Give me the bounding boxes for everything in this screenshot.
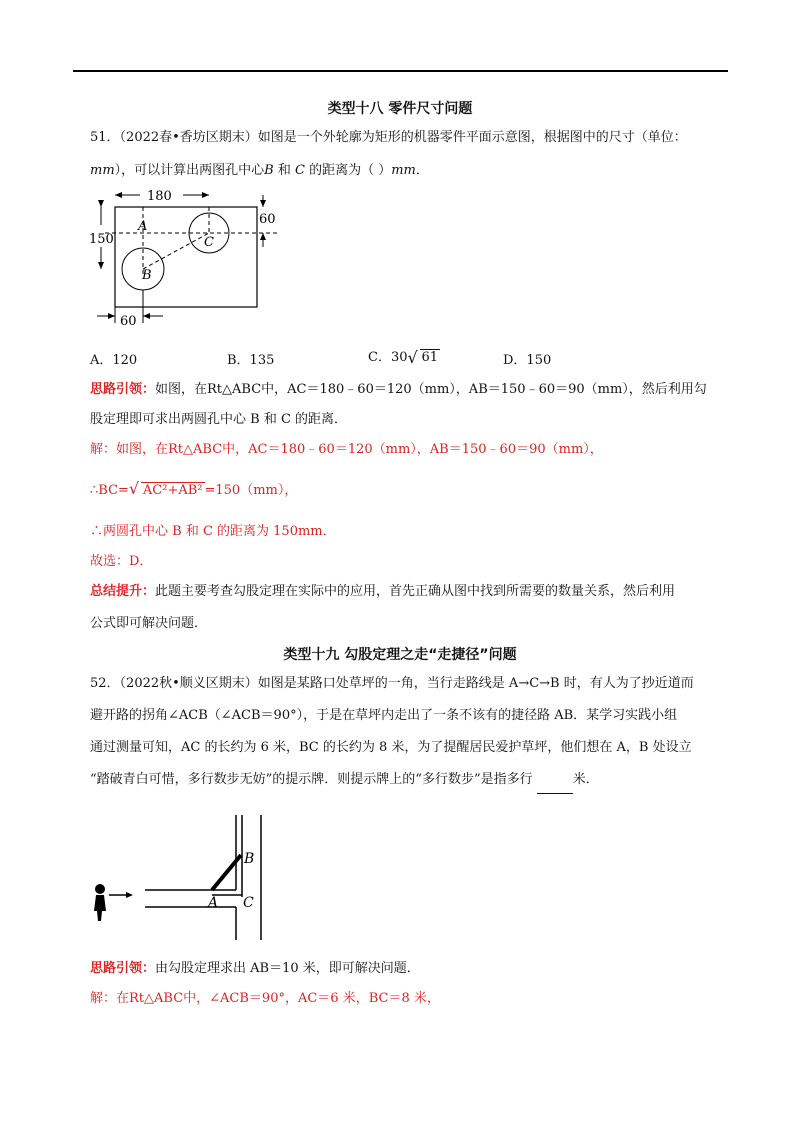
q52-line1: 52．（2022秋•顺义区期末）如图是某路口处草坪的一角，当行走路线是 A→C→B 时，有人为了抄近道而 xyxy=(90,676,694,691)
q51-line2: mm），可以计算出两图孔中心B 和 C 的距离为（ ）mm． xyxy=(90,163,429,178)
label-A: A xyxy=(208,895,219,911)
q51-summary-2: 公式即可解决问题． xyxy=(90,616,208,631)
q51-hint-2: 股定理即可求出两圆孔中心 B 和 C 的距离． xyxy=(90,412,348,427)
summary-label: 总结提升： xyxy=(90,584,156,599)
option-a[interactable]: A．120 xyxy=(90,353,138,368)
label-A: A xyxy=(138,219,148,234)
q51-summary: 总结提升：此题主要考查勾股定理在实际中的应用，首先正确从图中找到所需要的数量关系，然后利用 xyxy=(90,584,676,599)
dim-60-right: 60 xyxy=(259,212,276,227)
lawn-diagram xyxy=(85,815,275,945)
q52-hint: 思路引领：由勾股定理求出 AB＝10 米，即可解决问题． xyxy=(90,961,420,976)
hint-label: 思路引领： xyxy=(90,961,156,976)
label-B: B xyxy=(142,268,152,283)
top-rule xyxy=(73,70,728,72)
q52-line4: “踏破青白可惜，多行数步无妨”的提示牌．则提示牌上的“多行数步”是指多行 米． xyxy=(90,766,599,794)
option-c[interactable]: C．30 √ 61 xyxy=(368,348,439,367)
q51-solution-1: 解：如图，在Rt△ABC中，AC＝180﹣60＝120（mm），AB＝150﹣60＝90（mm）， xyxy=(90,442,603,457)
dim-150: 150 xyxy=(89,232,114,247)
option-b[interactable]: B．135 xyxy=(227,353,275,368)
q52-line2: 避开路的拐角∠ACB（∠ACB＝90°），于是在草坪内走出了一条不该有的捷径路 AB．某学习实践小组 xyxy=(90,708,678,723)
dim-180: 180 xyxy=(147,189,172,204)
q51-solution-3: ∴两圆孔中心 B 和 C 的距离为 150mm． xyxy=(90,524,336,539)
unit-mm: mm xyxy=(90,163,115,178)
q52-line3: 通过测量可知，AC 的长约为 6 米，BC 的长约为 8 米，为了提醒居民爱护草坪，他们想在 A，B 处设立 xyxy=(90,740,692,755)
dim-60-bottom: 60 xyxy=(120,314,137,329)
label-C: C xyxy=(243,895,254,911)
part-diagram xyxy=(85,185,285,330)
section-title-19: 类型十九 勾股定理之走“走捷径”问题 xyxy=(283,647,517,663)
label-B: B xyxy=(244,851,255,867)
hint-label: 思路引领： xyxy=(90,382,156,397)
q51-solution-4: 故选：D． xyxy=(90,554,153,569)
label-C: C xyxy=(204,235,214,250)
answer-blank xyxy=(537,779,573,794)
q51-solution-2: ∴BC= √ AC²+AB² =150（mm）， xyxy=(90,479,298,498)
q51-hint: 思路引领：如图，在Rt△ABC中，AC＝180﹣60＝120（mm），AB＝150﹣60＝90（mm），然后利用勾 xyxy=(90,382,707,397)
q52-solution-1: 解：在Rt△ABC中，∠ACB＝90°，AC＝6 米，BC＝8 米， xyxy=(90,991,440,1006)
section-title-18: 类型十八 零件尺寸问题 xyxy=(327,101,473,117)
q51-line1: 51．（2022春•香坊区期末）如图是一个外轮廓为矩形的机器零件平面示意图，根据图中的尺寸（单位： xyxy=(90,130,687,145)
option-d[interactable]: D．150 xyxy=(503,353,552,368)
